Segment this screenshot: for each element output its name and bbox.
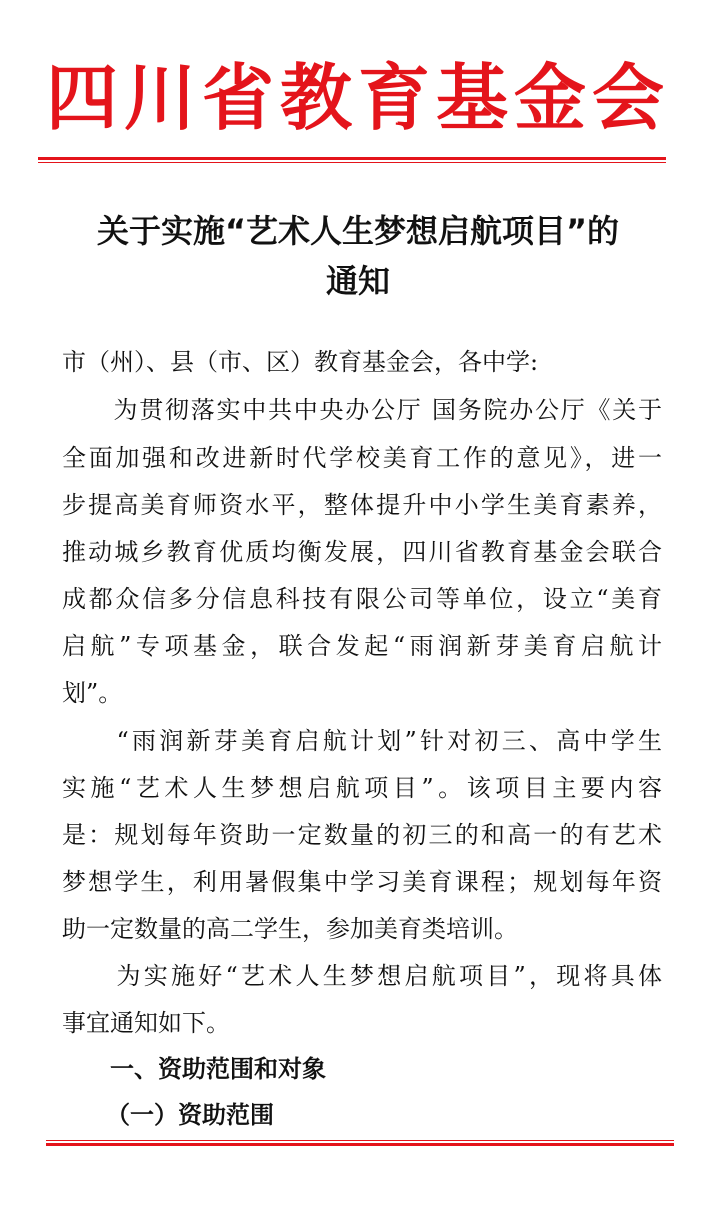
- document-title: [40, 206, 676, 306]
- paragraph-1-line: 划”。: [62, 679, 123, 707]
- document-title-line-1: 关于实施“艺术人生梦想启航项目”的: [96, 212, 620, 250]
- paragraph-3-line: 事宜通知如下。: [62, 1009, 230, 1037]
- header-org-name: 四川省教育基金会: [45, 55, 670, 140]
- salutation: 市（州）、县（市、区）教育基金会，各中学:: [62, 348, 539, 376]
- paragraph-1-line: 推动城乡教育优质均衡发展，四川省教育基金会联合: [62, 538, 662, 566]
- document-title-line-2: 通知: [325, 262, 390, 300]
- paragraph-2-line: 是：规划每年资助一定数量的初三的和高一的有艺术: [62, 821, 662, 849]
- header-rule-thin: [38, 162, 666, 163]
- paragraph-2-line: 实施“艺术人生梦想启航项目”。该项目主要内容: [62, 774, 662, 802]
- header-rule-thick: [38, 157, 666, 160]
- paragraph-3-line: 为实施好“艺术人生梦想启航项目”，现将具体: [62, 962, 662, 990]
- paragraph-1-line: 全面加强和改进新时代学校美育工作的意见》，进一: [62, 444, 662, 472]
- section-heading-1: 一、资助范围和对象: [110, 1055, 326, 1083]
- paragraph-1-line: 成都众信多分信息科技有限公司等单位，设立“美育: [62, 585, 662, 613]
- paragraph-1-line: 步提高美育师资水平，整体提升中小学生美育素养，: [62, 491, 662, 519]
- paragraph-2-line: 助一定数量的高二学生，参加美育类培训。: [62, 915, 518, 943]
- subsection-heading-1: （一）资助范围: [106, 1101, 274, 1129]
- paragraph-1-line: 启航”专项基金，联合发起“雨润新芽美育启航计: [62, 632, 662, 660]
- paragraph-2-line: 梦想学生，利用暑假集中学习美育课程；规划每年资: [62, 868, 662, 896]
- footer-rule-thin: [46, 1140, 674, 1141]
- footer-rule-thick: [46, 1143, 674, 1146]
- paragraph-2-line: “雨润新芽美育启航计划”针对初三、高中学生: [62, 727, 662, 755]
- paragraph-1-line: 为贯彻落实中共中央办公厅 国务院办公厅《关于: [62, 396, 662, 424]
